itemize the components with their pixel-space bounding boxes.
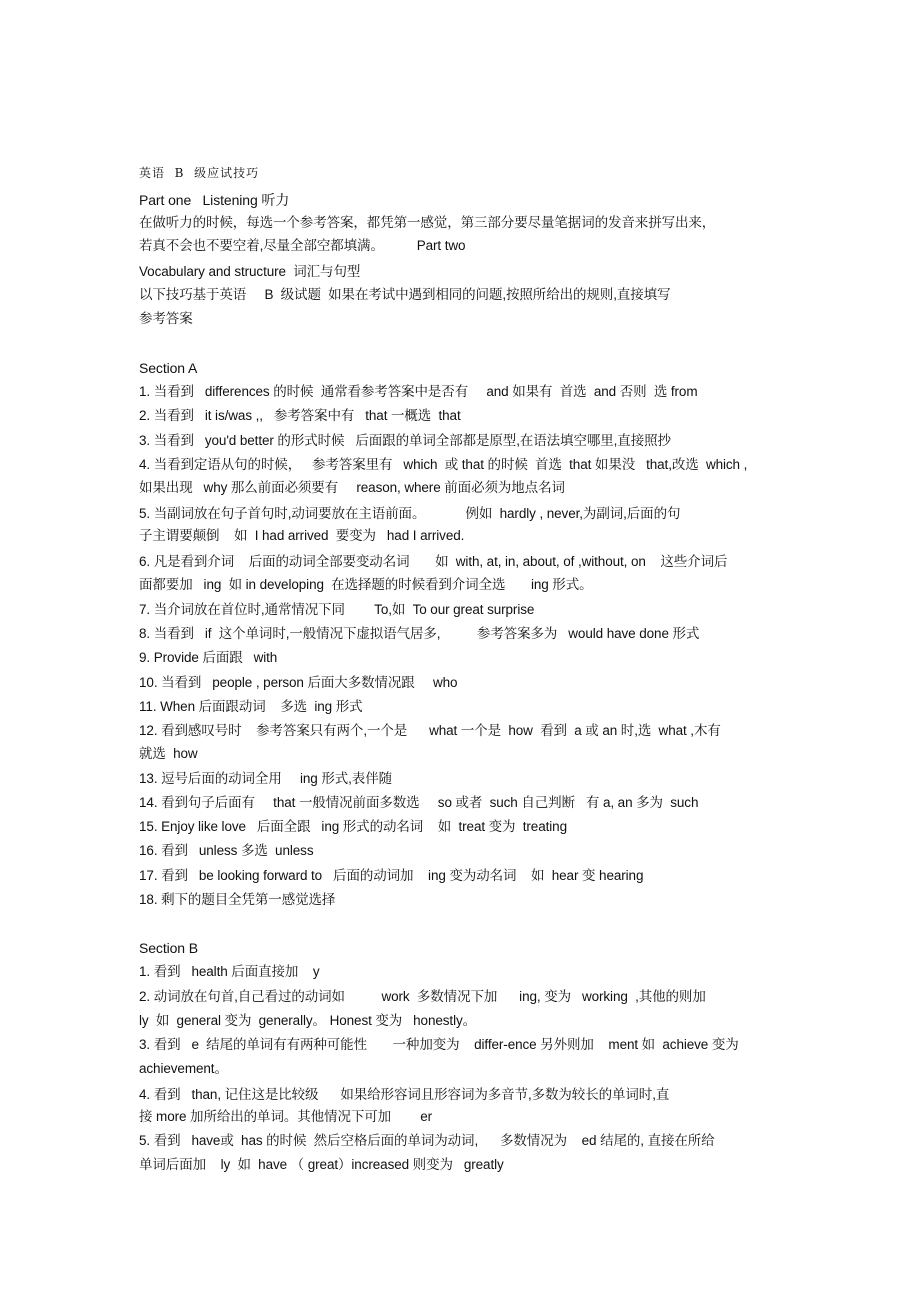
section-a-line: 16. 看到 unless 多选 unless	[139, 843, 314, 858]
section-a-line: 1. 当看到 differences 的时候 通常看参考答案中是否有 and 如果有 首选 and 否则 选 from	[139, 384, 698, 399]
section-a-line: 5. 当副词放在句子首句时,动词要放在主语前面。 例如 hardly , never,为副词,后面的句	[139, 506, 681, 521]
section-b-line: 接 more 加所给出的单词。其他情况下可加 er	[139, 1109, 433, 1124]
section-a-line: 12. 看到感叹号时 参考答案只有两个,一个是 what 一个是 how 看到 a 或 an 时,选 what ,木有	[139, 723, 721, 738]
section-b-line: 3. 看到 e 结尾的单词有有两种可能性 一种加变为 differ-ence 另外则加 ment 如 achieve 变为	[139, 1037, 739, 1052]
section-b-line: 单词后面加 ly 如 have （ great）increased 则变为 greatly	[139, 1157, 504, 1172]
section-a-line: 子主谓要颠倒 如 I had arrived 要变为 had I arrived.	[139, 528, 465, 543]
section-a-line: 9. Provide 后面跟 with	[139, 650, 278, 665]
section-a-line: 7. 当介词放在首位时,通常情况下同 To,如 To our great surprise	[139, 602, 535, 617]
section-a-line: 4. 当看到定语从句的时候， 参考答案里有 which 或 that 的时候 首选 that 如果没 that,改选 which ,	[139, 457, 748, 472]
document-title: 英语 B 级应试技巧	[139, 166, 260, 180]
section-a-line: 3. 当看到 you'd better 的形式时候 后面跟的单词全部都是原型,在语法填空哪里,直接照抄	[139, 433, 671, 448]
section-a-line: 11. When 后面跟动词 多选 ing 形式	[139, 699, 363, 714]
intro-line: 若真不会也不要空着,尽量全部空都填满。 Part two	[139, 238, 466, 253]
section-b-line: 2. 动词放在句首,自己看过的动词如 work 多数情况下加 ing, 变为 working ,其他的则加	[139, 989, 706, 1004]
section-a-line: 就选 how	[139, 746, 198, 761]
section-b-line: 1. 看到 health 后面直接加 y	[139, 964, 320, 979]
section-b-line: ly 如 general 变为 generally。 Honest 变为 honestly。	[139, 1013, 477, 1028]
section-b-heading: Section B	[139, 940, 199, 956]
section-a-line: 2. 当看到 it is/was ,, 参考答案中有 that 一概选 that	[139, 408, 461, 423]
section-a-line: 8. 当看到 if 这个单词时,一般情况下虚拟语气居多, 参考答案多为 would have done 形式	[139, 626, 700, 641]
section-a-line: 17. 看到 be looking forward to 后面的动词加 ing 变为动名词 如 hear 变 hearing	[139, 868, 644, 883]
section-b-line: achievement。	[139, 1061, 228, 1076]
section-a-line: 如果出现 why 那么前面必须要有 reason, where 前面必须为地点名词	[139, 480, 565, 495]
intro-line: 在做听力的时候，每选一个参考答案，都凭第一感觉，第三部分要尽量笔据词的发音来拼写出来，	[139, 215, 716, 230]
section-a-line: 18. 剩下的题目全凭第一感觉选择	[139, 892, 336, 907]
section-a-line: 15. Enjoy like love 后面全跟 ing 形式的动名词 如 treat 变为 treating	[139, 819, 567, 834]
part-two-heading: Vocabulary and structure 词汇与句型	[139, 264, 361, 279]
section-a-line: 面都要加 ing 如 in developing 在选择题的时候看到介词全选 ing 形式。	[139, 577, 593, 592]
section-a-line: 10. 当看到 people , person 后面大多数情况跟 who	[139, 675, 458, 690]
section-a-line: 6. 凡是看到介词 后面的动词全部要变动名词 如 with, at, in, about, of ,without, on 这些介词后	[139, 554, 728, 569]
section-b-line: 4. 看到 than, 记住这是比较级 如果给形容词且形容词为多音节,多数为较长的单词时,直	[139, 1087, 670, 1102]
intro-line: 以下技巧基于英语 B 级试题 如果在考试中遇到相同的问题,按照所给出的规则,直接填写	[139, 287, 671, 302]
section-a-line: 13. 逗号后面的动词全用 ing 形式,表伴随	[139, 771, 392, 786]
section-a-heading: Section A	[139, 360, 198, 376]
intro-line: 参考答案	[139, 311, 193, 326]
part-one-heading: Part one Listening 听力	[139, 192, 290, 208]
section-a-line: 14. 看到句子后面有 that 一般情况前面多数选 so 或者 such 自己判断 有 a, an 多为 such	[139, 795, 699, 810]
section-b-line: 5. 看到 have或 has 的时候 然后空格后面的单词为动词, 多数情况为 ed 结尾的, 直接在所给	[139, 1133, 715, 1148]
